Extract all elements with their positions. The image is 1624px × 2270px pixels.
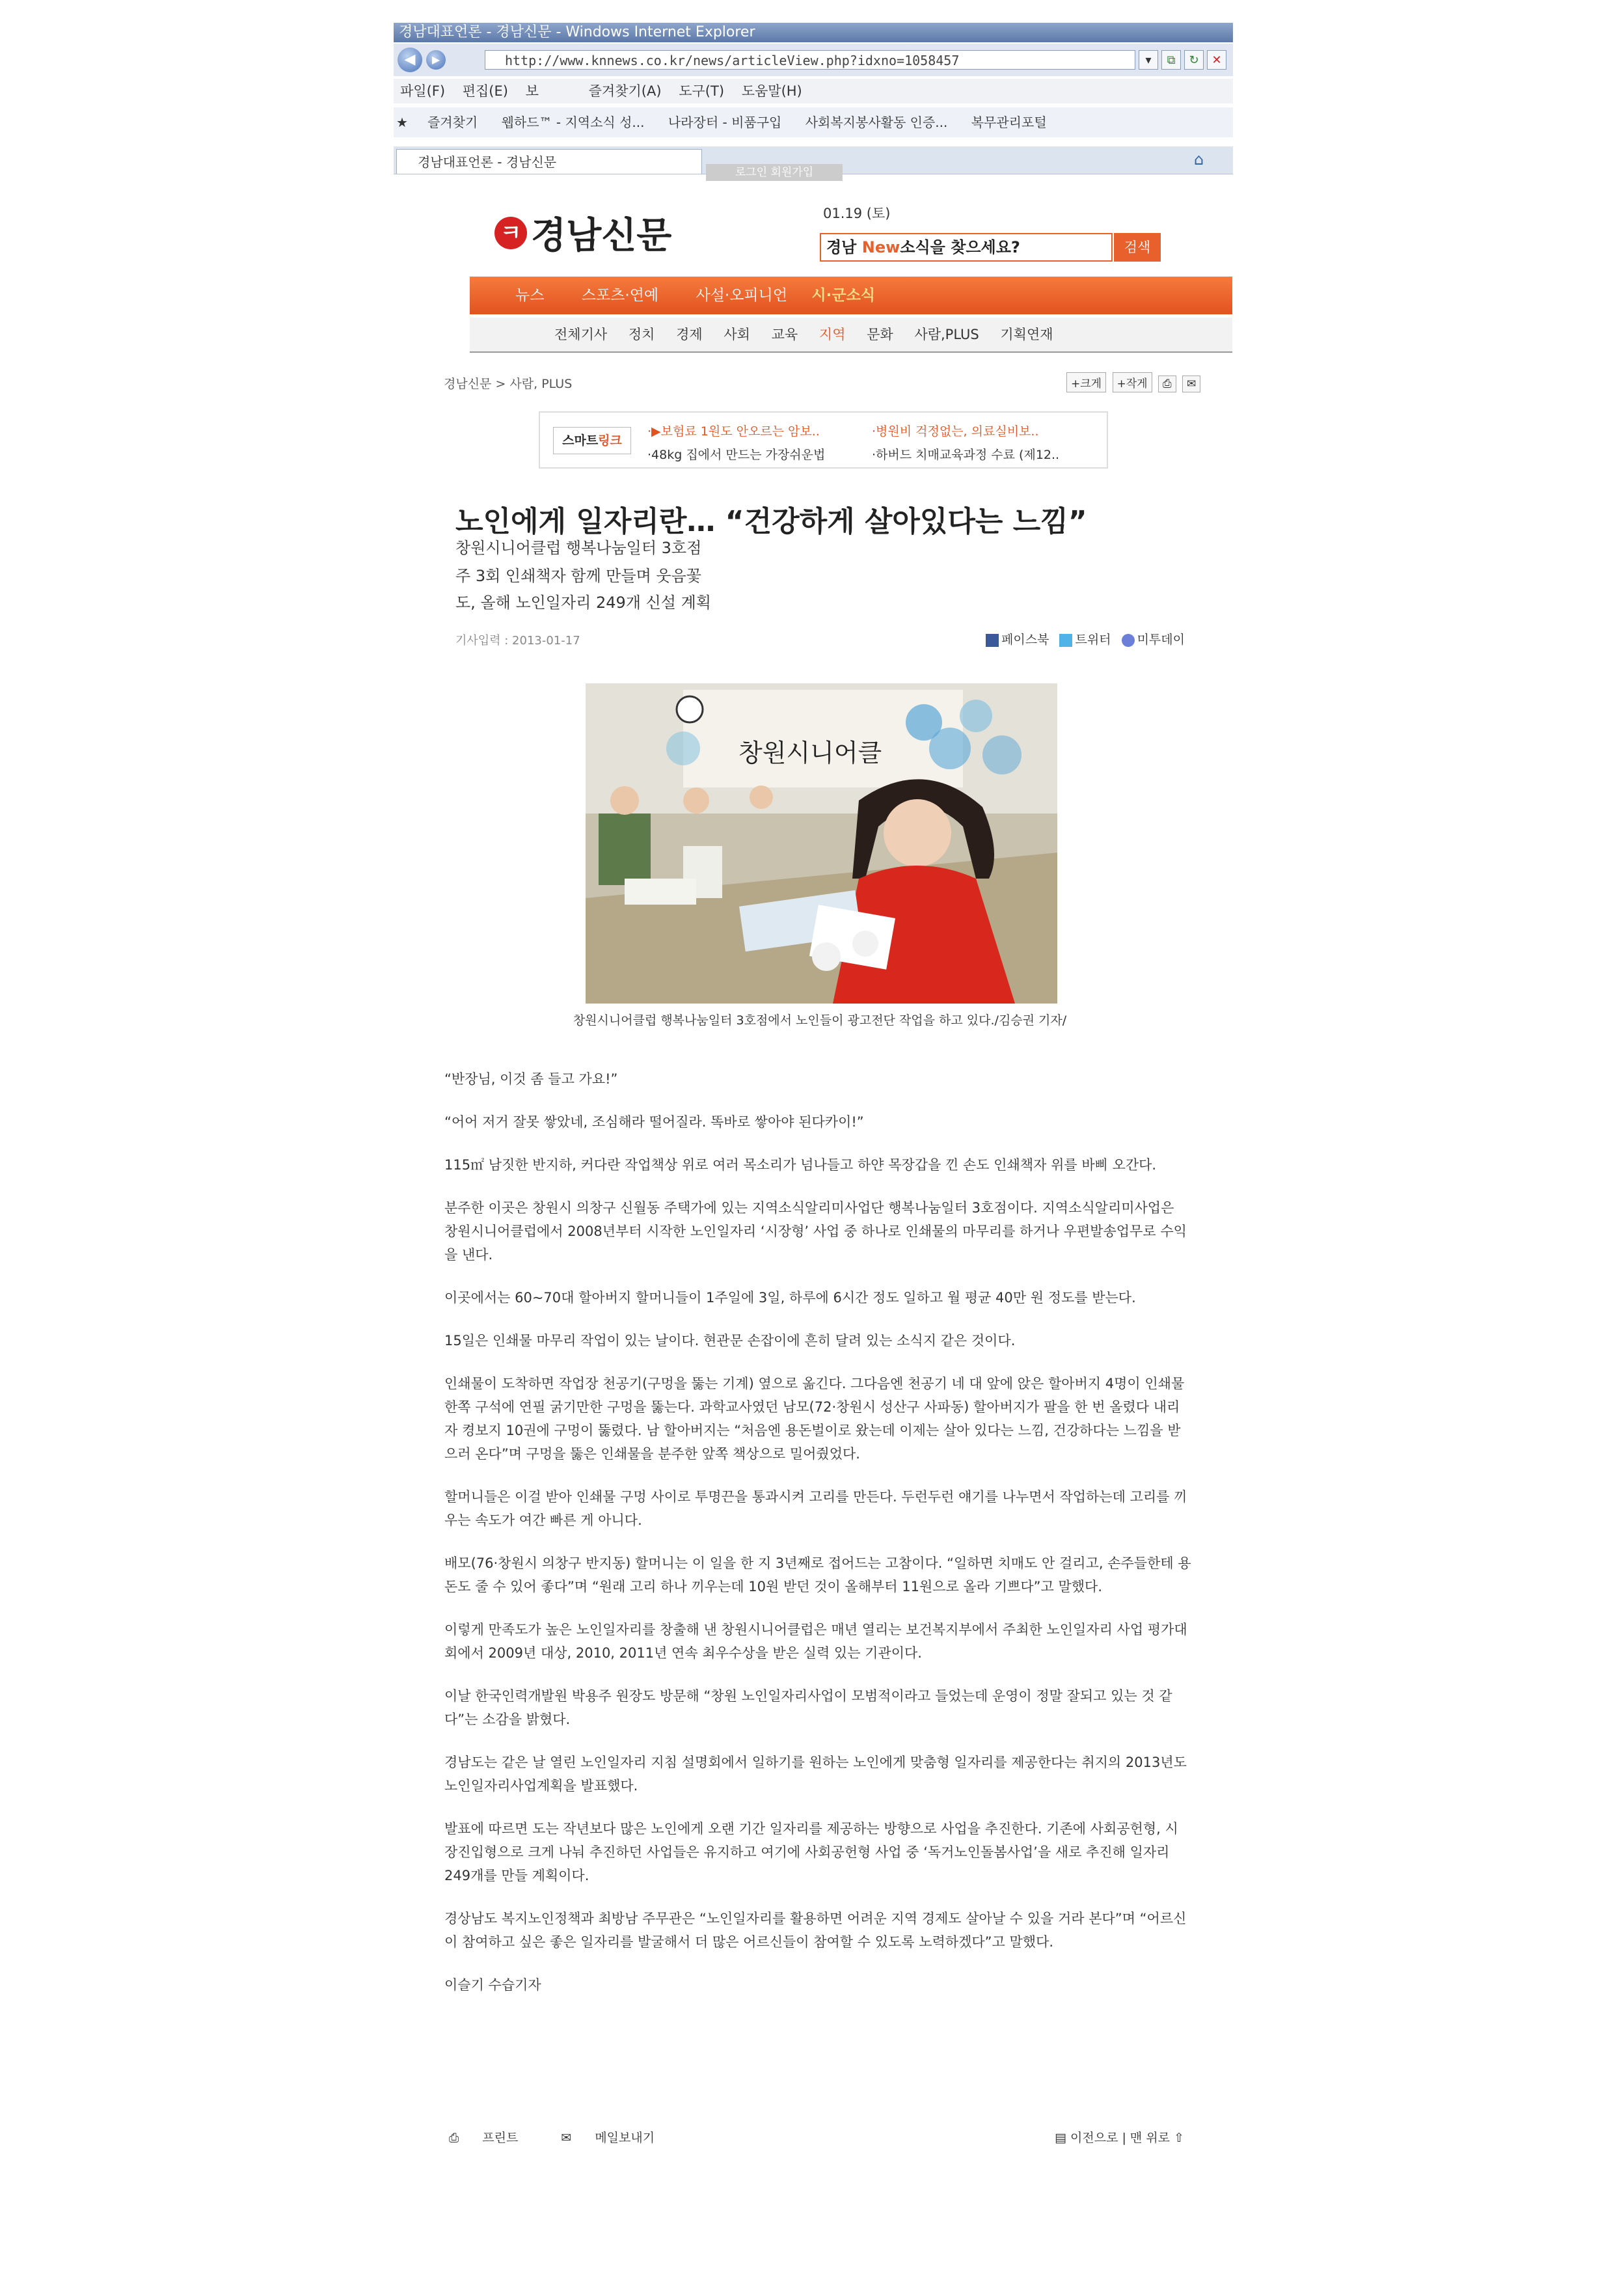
font-bigger-button[interactable]: +크게: [1066, 372, 1106, 392]
star-icon: ★: [396, 115, 408, 130]
menu-tools[interactable]: 도구(T): [679, 83, 725, 99]
article-subhead: 도, 올해 노인일자리 249개 신설 계획: [455, 594, 711, 612]
article-footer: ⎙ 프린트 ✉ 메일보내기 ▤ 이전으로 | 맨 위로 ⇧: [449, 2131, 1184, 2145]
article-body: [444, 1067, 1191, 2016]
menu-view[interactable]: 보: [525, 83, 539, 99]
photo-caption: 창원시니어클럽 행복나눔일터 3호점에서 노인들이 광고전단 작업을 하고 있다./김승권 기자/: [573, 1013, 1067, 1028]
article-paragraph: 이곳에서는 60~70대 할아버지 할머니들이 1주일에 3일, 하루에 6시간 정도 일하고 월 평균 40만 원 정도를 받는다.: [444, 1290, 1136, 1306]
forward-icon[interactable]: ▶: [426, 50, 446, 70]
search-button[interactable]: 검색: [1114, 233, 1161, 262]
menu-help[interactable]: 도움말(H): [741, 83, 802, 99]
sub-nav: [470, 318, 1232, 353]
menu-favorites[interactable]: 즐겨찾기(A): [588, 83, 662, 99]
window-titlebar: [394, 23, 1233, 42]
menu-bar: [394, 79, 1233, 103]
smartlink-item[interactable]: ·병원비 걱정없는, 의료실비보..: [872, 424, 1039, 439]
smartlink-tag: 스마트링크: [553, 427, 631, 454]
article-paragraph: 발표에 따르면 도는 작년보다 많은 노인에게 오랜 기간 일자리를 제공하는 방향으로 사업을 추진한다. 기존에 사회공헌형, 시장진입형으로 크게 나눠 추진하던 사업들은 유지하고 여기에 사회공헌형 사업 중 ‘독거노인돌봄사업’을 새로 추진해 일자리 249개를 만들 계획이다.: [444, 1821, 1178, 1883]
subnav-economy[interactable]: 경제: [676, 327, 703, 342]
fav-item-volunteer[interactable]: 사회복지봉사활동 인증...: [805, 115, 948, 130]
browser-tab[interactable]: [396, 149, 702, 174]
share-facebook[interactable]: 페이스북: [1001, 633, 1049, 647]
me2day-icon[interactable]: [1122, 634, 1135, 647]
main-nav: [470, 277, 1232, 314]
print-icon[interactable]: ⎙: [1158, 376, 1176, 392]
subnav-all[interactable]: 전체기사: [554, 327, 608, 342]
menu-edit[interactable]: 편집(E): [462, 83, 508, 99]
share-me2day[interactable]: 미투데이: [1137, 633, 1185, 647]
envelope-icon: ✉: [561, 2131, 572, 2145]
share-twitter[interactable]: 트위터: [1075, 633, 1111, 647]
article-date: 기사입력 : 2013-01-17: [455, 634, 580, 648]
article-paragraph: 경남도는 같은 날 열린 노인일자리 지침 설명회에서 일하기를 원하는 노인에게 맞춤형 일자리를 제공한다는 취지의 2013년도 노인일자리사업계획을 발표했다.: [444, 1755, 1187, 1794]
arrow-up-icon: ⇧: [1174, 2131, 1184, 2145]
search-input[interactable]: [820, 233, 1113, 262]
article-headline: 노인에게 일자리란… “건강하게 살아있다는 느낌”: [455, 505, 1087, 538]
article-paragraph: 이날 한국인력개발원 박용주 원장도 방문해 “창원 노인일자리사업이 모범적이라고 들었는데 운영이 정말 잘되고 있는 것 같다”는 소감을 밝혔다.: [444, 1688, 1172, 1727]
url-text: http://www.knnews.co.kr/news/articleView.php?idxno=1058457: [505, 53, 960, 68]
logo-text: 경남신문: [531, 215, 672, 257]
home-icon[interactable]: ⌂: [1194, 150, 1204, 169]
logo-mark: ㅋ: [494, 217, 527, 249]
subnav-culture[interactable]: 문화: [867, 327, 893, 342]
dropdown-icon[interactable]: ▾: [1139, 50, 1158, 70]
article-paragraph: 경상남도 복지노인정책과 최방남 주무관은 “노인일자리를 활용하면 어려운 지역 경제도 살아날 수 있을 거라 본다”며 “어르신이 참여하고 싶은 좋은 일자리를 발굴해서 더 많은 어르신들이 참여할 수 있도록 노력하겠다”고 말했다.: [444, 1911, 1187, 1950]
subnav-region[interactable]: 지역: [819, 327, 846, 342]
subnav-education[interactable]: 교육: [771, 327, 798, 342]
article-paragraph: 15일은 인쇄물 마무리 작업이 있는 날이다. 현관문 손잡이에 흔히 달려 있는 소식지 같은 것이다.: [444, 1333, 1016, 1348]
list-icon: ▤: [1055, 2131, 1066, 2145]
back-icon[interactable]: ◀: [398, 48, 422, 72]
photo-sign-text: 창원시니어클: [738, 739, 882, 767]
fav-item-portal[interactable]: 복무관리포털: [971, 115, 1047, 130]
footer-top-button[interactable]: 맨 위로 ⇧: [1130, 2131, 1184, 2145]
article-paragraph: 할머니들은 이걸 받아 인쇄물 구멍 사이로 투명끈을 통과시켜 고리를 만든다. 두런두런 얘기를 나누면서 작업하는데 고리를 끼우는 속도가 여간 빠른 게 아니다.: [444, 1489, 1187, 1528]
address-bar[interactable]: [485, 50, 1135, 70]
subnav-politics[interactable]: 정치: [628, 327, 655, 342]
tab-title: 경남대표언론 - 경남신문: [418, 154, 557, 170]
compat-icon[interactable]: ⧉: [1161, 50, 1181, 70]
header-date: 01.19 (토): [823, 206, 891, 221]
article-tools: [1064, 372, 1200, 392]
article-paragraph: “반장님, 이것 좀 들고 가요!”: [444, 1071, 618, 1087]
fav-item-webhard[interactable]: 웹하드™ - 지역소식 성...: [501, 115, 645, 130]
fav-item-naramarket[interactable]: 나라장터 - 비품구입: [668, 115, 782, 130]
smartlink-box: [539, 411, 1108, 469]
nav-sports[interactable]: 스포츠·연예: [581, 287, 659, 304]
article-paragraph: 115㎡ 남짓한 반지하, 커다란 작업책상 위로 여러 목소리가 넘나들고 하얀 목장갑을 낀 손도 인쇄책자 위를 바삐 오간다.: [444, 1157, 1157, 1173]
font-smaller-button[interactable]: +작게: [1113, 372, 1152, 392]
nav-local[interactable]: 시·군소식: [811, 287, 876, 304]
site-logo[interactable]: [494, 207, 671, 259]
subnav-people[interactable]: 사람,PLUS: [914, 327, 979, 342]
footer-mail-button[interactable]: ✉ 메일보내기: [561, 2131, 655, 2145]
favorites-button[interactable]: 즐겨찾기: [427, 115, 478, 130]
footer-prev-button[interactable]: ▤ 이전으로: [1055, 2131, 1118, 2145]
article-paragraph: 인쇄물이 도착하면 작업장 천공기(구멍을 뚫는 기계) 옆으로 옮긴다. 그다음엔 천공기 네 대 앞에 앉은 할아버지 4명이 인쇄물 한쪽 구석에 연필 굵기만한 구멍을 뚫는다. 과학교사였던 남모(72·창원시 성산구 사파동) 할아버지가 팔을 한 번 올렸다 내리자 켱보지 10권에 구멍이 뚫렸다. 남 할아버지는 “처음엔 용돈벌이로 왔는데 이제는 살아 있다는 느낌, 건강하다는 느낌을 받으러 온다”며 구멍을 뚫은 인쇄물을 분주한 앞쪽 책상으로 밀어줬었다.: [444, 1376, 1185, 1462]
photo-illustration: [586, 683, 1057, 1004]
stop-icon[interactable]: ✕: [1207, 50, 1226, 70]
article-byline: 이슬기 수습기자: [444, 1977, 541, 1993]
search-placeholder: 경남 New소식을 찾으세요?: [826, 238, 1020, 256]
address-row: [394, 44, 1233, 76]
article-subhead: 창원시니어클럽 행복나눔일터 3호점: [455, 539, 702, 557]
article-photo: [586, 683, 1057, 1004]
mail-icon[interactable]: ✉: [1182, 376, 1200, 392]
breadcrumb[interactable]: 경남신문 > 사람, PLUS: [444, 377, 573, 391]
util-links[interactable]: 로그인 회원가입: [706, 164, 843, 181]
facebook-icon[interactable]: [986, 634, 999, 647]
favorites-bar: [394, 107, 1233, 137]
article-subhead: 주 3회 인쇄책자 함께 만들며 웃음꽃: [455, 567, 701, 585]
nav-news[interactable]: 뉴스: [515, 287, 545, 304]
footer-print-button[interactable]: ⎙ 프린트: [449, 2131, 519, 2145]
printer-icon: ⎙: [449, 2131, 459, 2145]
smartlink-item[interactable]: ·하버드 치매교육과정 수료 (제12..: [872, 448, 1060, 462]
share-links: [979, 630, 1185, 648]
article-paragraph: 분주한 이곳은 창원시 의창구 신월동 주택가에 있는 지역소식알리미사업단 행복나눔일터 3호점이다. 지역소식알리미사업은 창원시니어클럽에서 2008년부터 시작한 노인일자리 ‘시장형’ 사업 중 하나로 인쇄물의 마무리를 하거나 우편발송업무로 수익을 낸다.: [444, 1200, 1187, 1263]
nav-opinion[interactable]: 사설·오피니언: [696, 287, 788, 304]
subnav-society[interactable]: 사회: [724, 327, 750, 342]
article-paragraph: 이렇게 만족도가 높은 노인일자리를 창출해 낸 창원시니어클럽은 매년 열리는 보건복지부에서 주최한 노인일자리 사업 평가대회에서 2009년 대상, 2010, 2011년 연속 최우수상을 받은 실력 있는 기관이다.: [444, 1622, 1187, 1661]
smartlink-item[interactable]: ·▶보험료 1원도 안오르는 암보..: [647, 424, 820, 439]
subnav-series[interactable]: 기획연재: [1000, 327, 1053, 342]
refresh-icon[interactable]: ↻: [1184, 50, 1204, 70]
menu-file[interactable]: 파일(F): [400, 83, 446, 99]
article-paragraph: “어어 저거 잘못 쌓았네, 조심해라 떨어질라. 똑바로 쌓아야 된다카이!”: [444, 1114, 864, 1130]
smartlink-item[interactable]: ·48kg 집에서 만드는 가장쉬운법: [647, 448, 826, 462]
window-title: 경남대표언론 - 경남신문 - Windows Internet Explorer: [399, 24, 755, 40]
twitter-icon[interactable]: [1059, 634, 1072, 647]
article-paragraph: 배모(76·창원시 의창구 반지동) 할머니는 이 일을 한 지 3년째로 접어드는 고참이다. “일하면 치매도 안 걸리고, 손주들한테 용돈도 줄 수 있어 좋다”며 “원래 고리 하나 끼우는데 10원 받던 것이 올해부터 11원으로 올라 기쁘다”고 말했다.: [444, 1555, 1191, 1594]
